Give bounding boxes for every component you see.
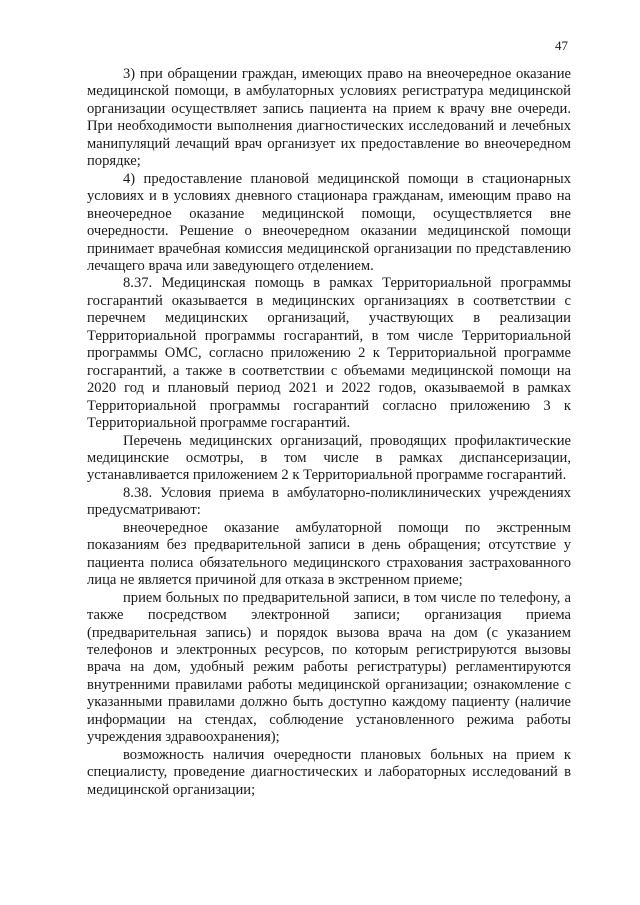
- paragraph: 3) при обращении граждан, имеющих право на внеочередное оказание медицинской помощи, в амбулаторных условиях регистратура медицинской организации осуществляет запись пациента на прием к врачу вне очереди. При необходимости выполнения диагностических исследований и лечебных манипуляций лечащий врач организует их предоставление во внеочередном порядке;: [87, 66, 571, 170]
- paragraph: внеочередное оказание амбулаторной помощи по экстренным показаниям без предварительной записи в день обращения; отсутствие у пациента полиса обязательного медицинского страхования застрахованного лица не является причиной для отказа в экстренном приеме;: [87, 519, 571, 589]
- page-number: 47: [555, 38, 568, 53]
- paragraph: 4) предоставление плановой медицинской помощи в стационарных условиях и в условиях дневного стационара гражданам, имеющим право на внеочередное оказание медицинской помощи, осуществляется вне очередности. Решение о внеочередном оказании медицинской помощи принимает врачебная комиссия медицинской организации по представлению лечащего врача или заведующего отделением.: [87, 170, 571, 274]
- paragraph: прием больных по предварительной записи, в том числе по телефону, а также посредством электронной записи; организация приема (предварительная запись) и порядок вызова врача на дом (с указанием телефонов и электронных ресурсов, по которым регистрируются вызовы врача на дом, удобный режим работы регистратуры) регламентируются внутренними правилами работы медицинской организации; ознакомление с указанными правилами должно быть доступно каждому пациенту (наличие информации на стендах, соблюдение установленного режима работы учреждения здравоохранения);: [87, 589, 571, 746]
- paragraph: 8.37. Медицинская помощь в рамках Территориальной программы госгарантий оказывается в медицинских организациях в соответствии с перечнем медицинских организаций, участвующих в реализации Территориальной программы госгарантий, в том числе Территориальной программы ОМС, согласно приложению 2 к Территориальной программе госгарантий, а также в соответствии с объемами медицинской помощи на 2020 год и плановый период 2021 и 2022 годов, оказываемой в рамках Территориальной программы госгарантий согласно приложению 3 к Территориальной программе госгарантий.: [87, 275, 571, 432]
- document-body: [87, 66, 571, 799]
- paragraph: Перечень медицинских организаций, проводящих профилактические медицинские осмотры, в том числе в рамках диспансеризации, устанавливается приложением 2 к Территориальной программе госгарантий.: [87, 432, 571, 484]
- paragraph: возможность наличия очередности плановых больных на прием к специалисту, проведение диагностических и лабораторных исследований в медицинской организации;: [87, 746, 571, 798]
- paragraph: 8.38. Условия приема в амбулаторно-поликлинических учреждениях предусматривают:: [87, 484, 571, 519]
